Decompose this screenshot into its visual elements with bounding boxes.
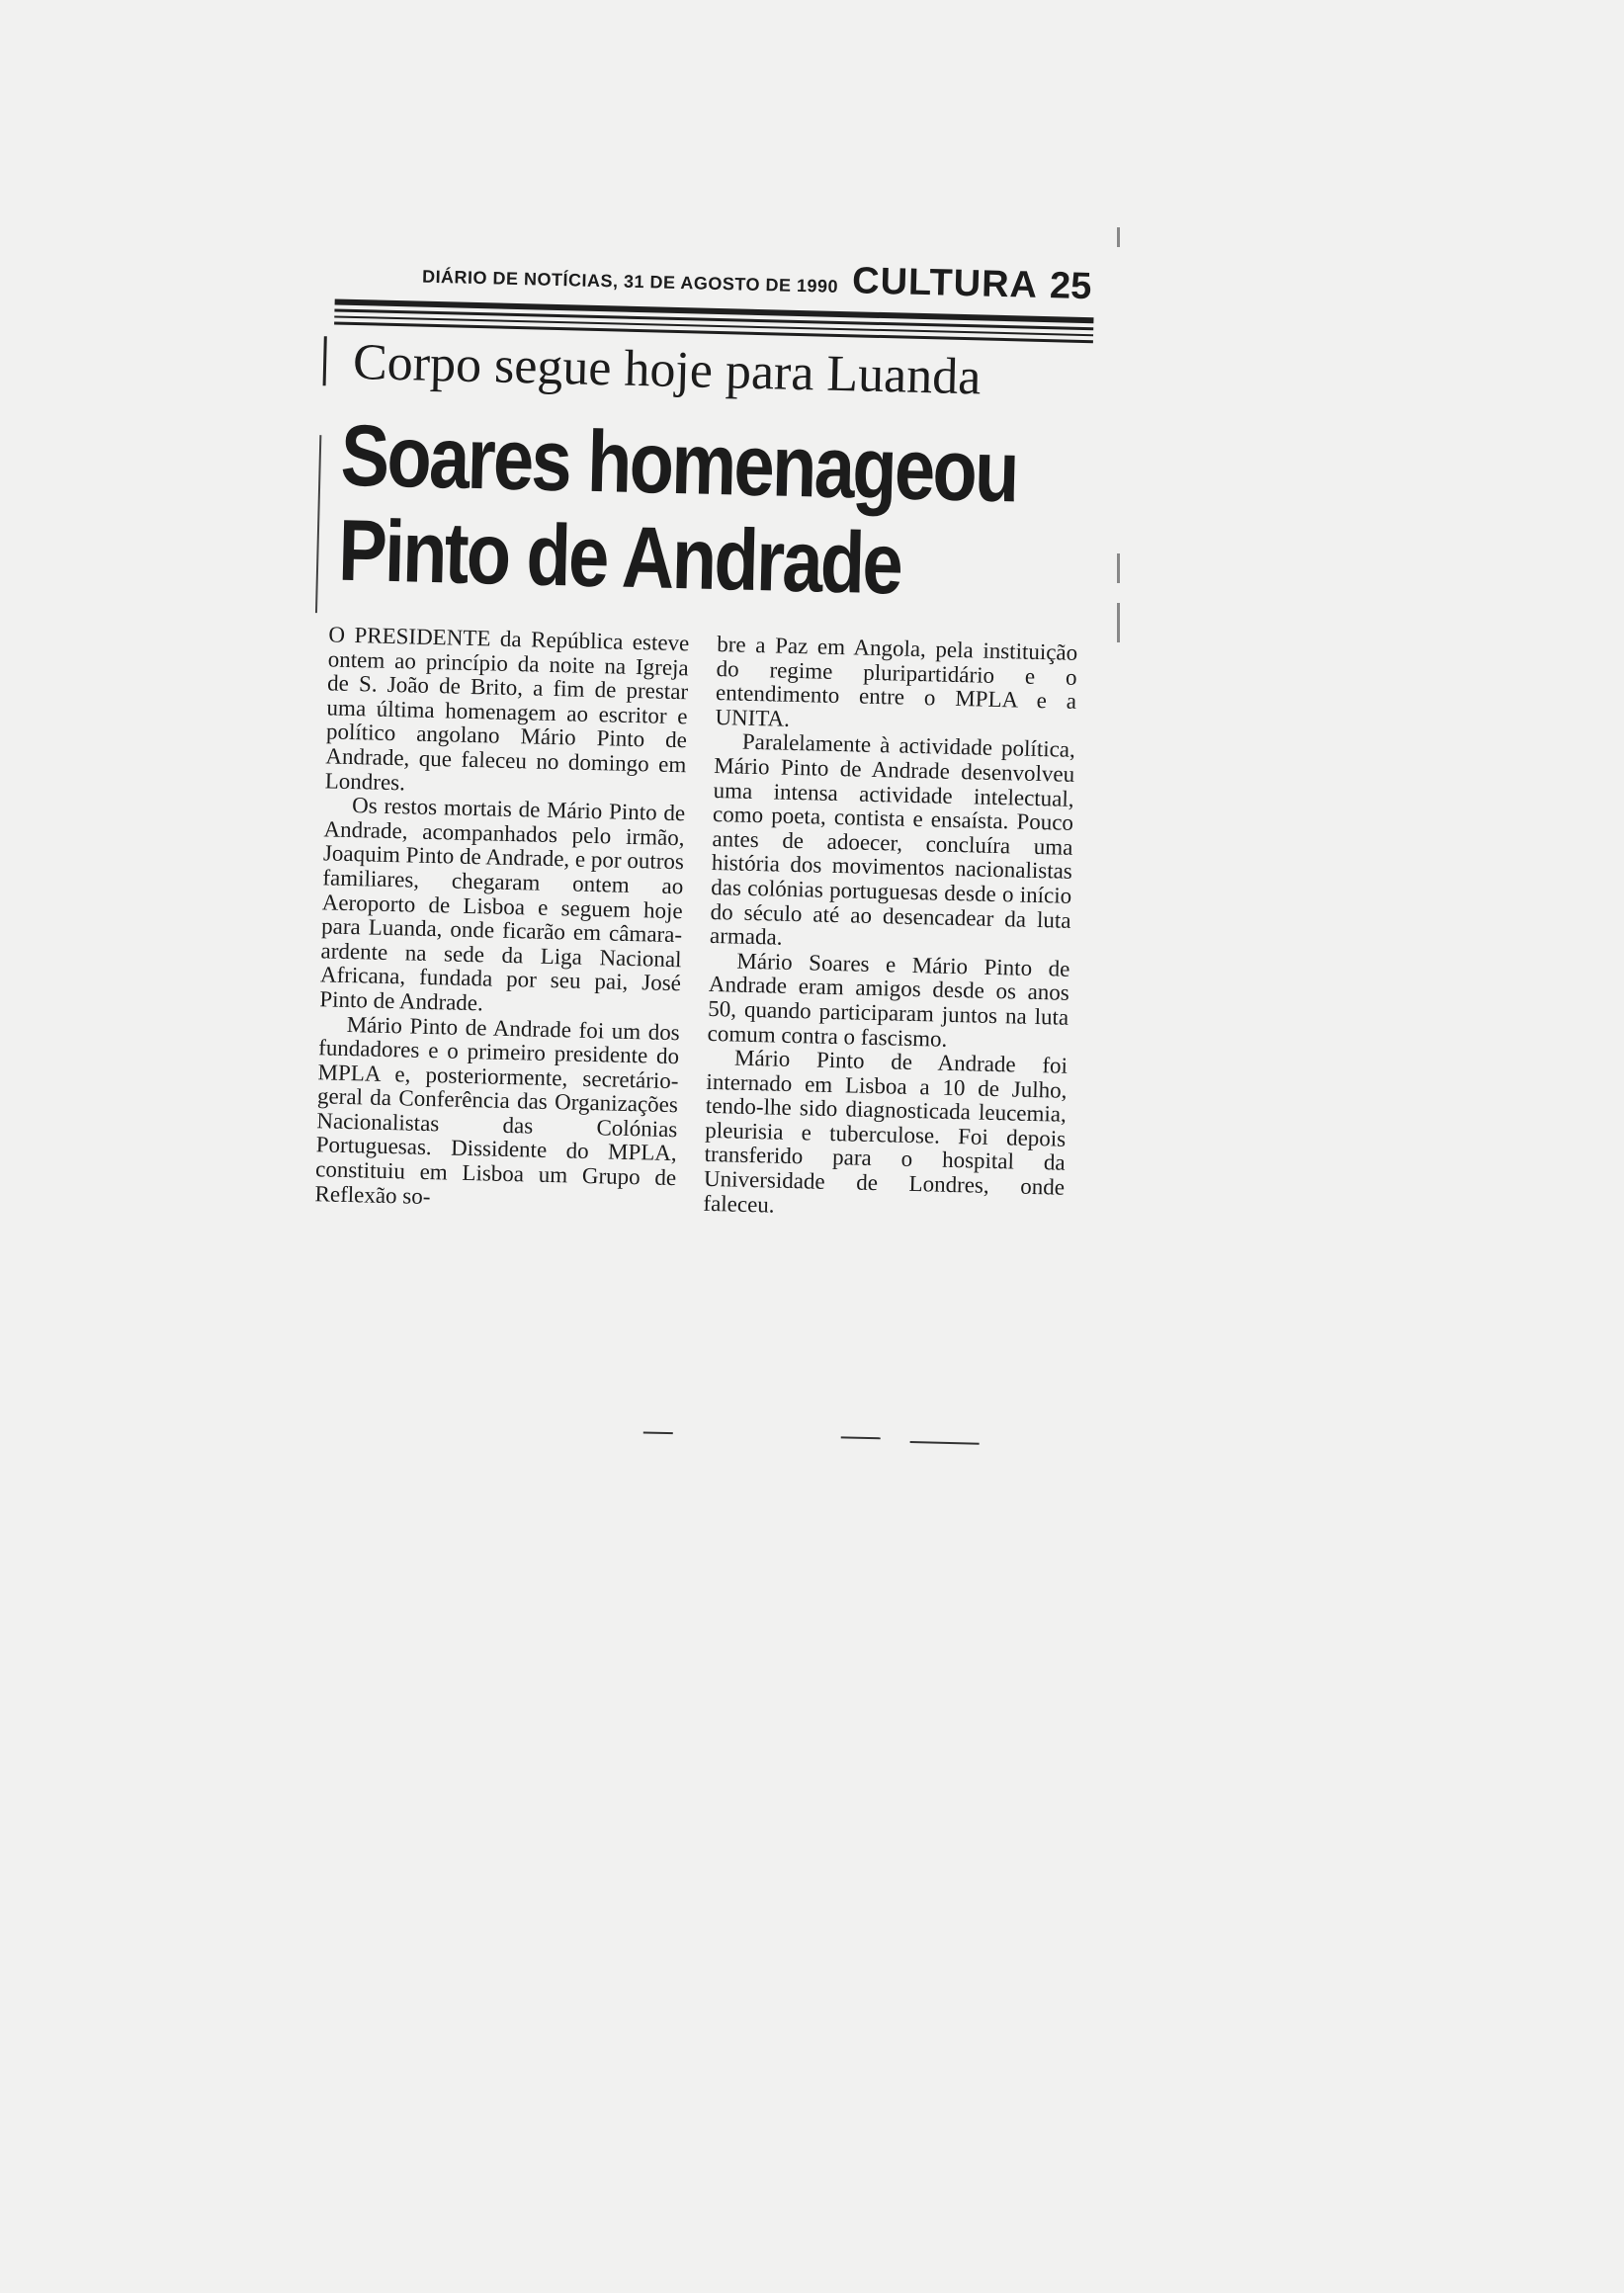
article-headline xyxy=(337,405,1088,616)
publication-date-line: DIÁRIO DE NOTÍCIAS, 31 DE AGOSTO DE 1990 xyxy=(421,266,839,297)
paragraph: bre a Paz em Angola, pela instituição do regime pluripartidário e o entendimento entre o MPLA e a UNITA. xyxy=(715,632,1078,731)
paragraph: Mário Pinto de Andrade foi um dos fundadores e o primeiro presidente do MPLA e, posteriormente, secretário-geral da Conferência das Organizações Nacionalistas das Colónias Portuguesas. Dissidente do MPLA, constituiu em Lisboa um Grupo de Reflexão so- xyxy=(314,1011,681,1209)
article-column-2 xyxy=(703,633,1077,1225)
section-name: CULTURA xyxy=(851,260,1039,306)
scan-mark xyxy=(1117,553,1120,583)
paragraph: O PRESIDENTE da República esteve ontem ao princípio da noite na Igreja de S. João de Brito, a fim de prestar uma última homenagem ao escritor e político angolano Mário Pinto de Andrade, que faleceu no domingo em Londres. xyxy=(324,622,690,795)
paragraph: Paralelamente à actividade política, Mário Pinto de Andrade desenvolveu uma intensa actividade intelectual, como poeta, contista e ensaísta. Pouco antes de adoecer, concluíra uma história dos movimentos nacionalistas das colónias portuguesas desde o início do século até ao desencadear da luta armada. xyxy=(709,729,1076,950)
article-kicker: Corpo segue hoje para Luanda xyxy=(352,333,983,406)
margin-mark xyxy=(323,336,327,385)
paragraph: Mário Soares e Mário Pinto de Andrade eram amigos desde os anos 50, quando participaram juntos na luta comum contra o fascismo. xyxy=(707,948,1070,1052)
scan-mark xyxy=(1117,227,1120,247)
newspaper-clipping xyxy=(288,247,1107,1442)
headline-line: Pinto de Andrade xyxy=(337,500,902,613)
article-column-1 xyxy=(314,623,689,1215)
end-dash xyxy=(910,1441,980,1445)
end-dash xyxy=(643,1431,673,1434)
end-dash xyxy=(841,1436,881,1439)
headline-line: Soares homenageou xyxy=(339,405,1019,521)
paragraph: Os restos mortais de Mário Pinto de Andrade, acompanhados pelo irmão, Joaquim Pinto de Andrade, e por outros familiares, chegaram ontem ao Aeroporto de Lisboa e seguem hoje para Luanda, onde ficarão em câmara-ardente na sede da Liga Nacional Africana, fundada por seu pai, José Pinto de Andrade. xyxy=(319,793,686,1016)
margin-mark xyxy=(315,435,321,613)
page-number: 25 xyxy=(1049,265,1092,308)
paragraph: Mário Pinto de Andrade foi internado em Lisboa a 10 de Julho, tendo-lhe sido diagnosticada leucemia, pleurisia e tuberculose. Foi depois transferido para o hospital da Universidade de Londres, onde faleceu. xyxy=(703,1045,1068,1218)
scan-mark xyxy=(1117,603,1120,642)
